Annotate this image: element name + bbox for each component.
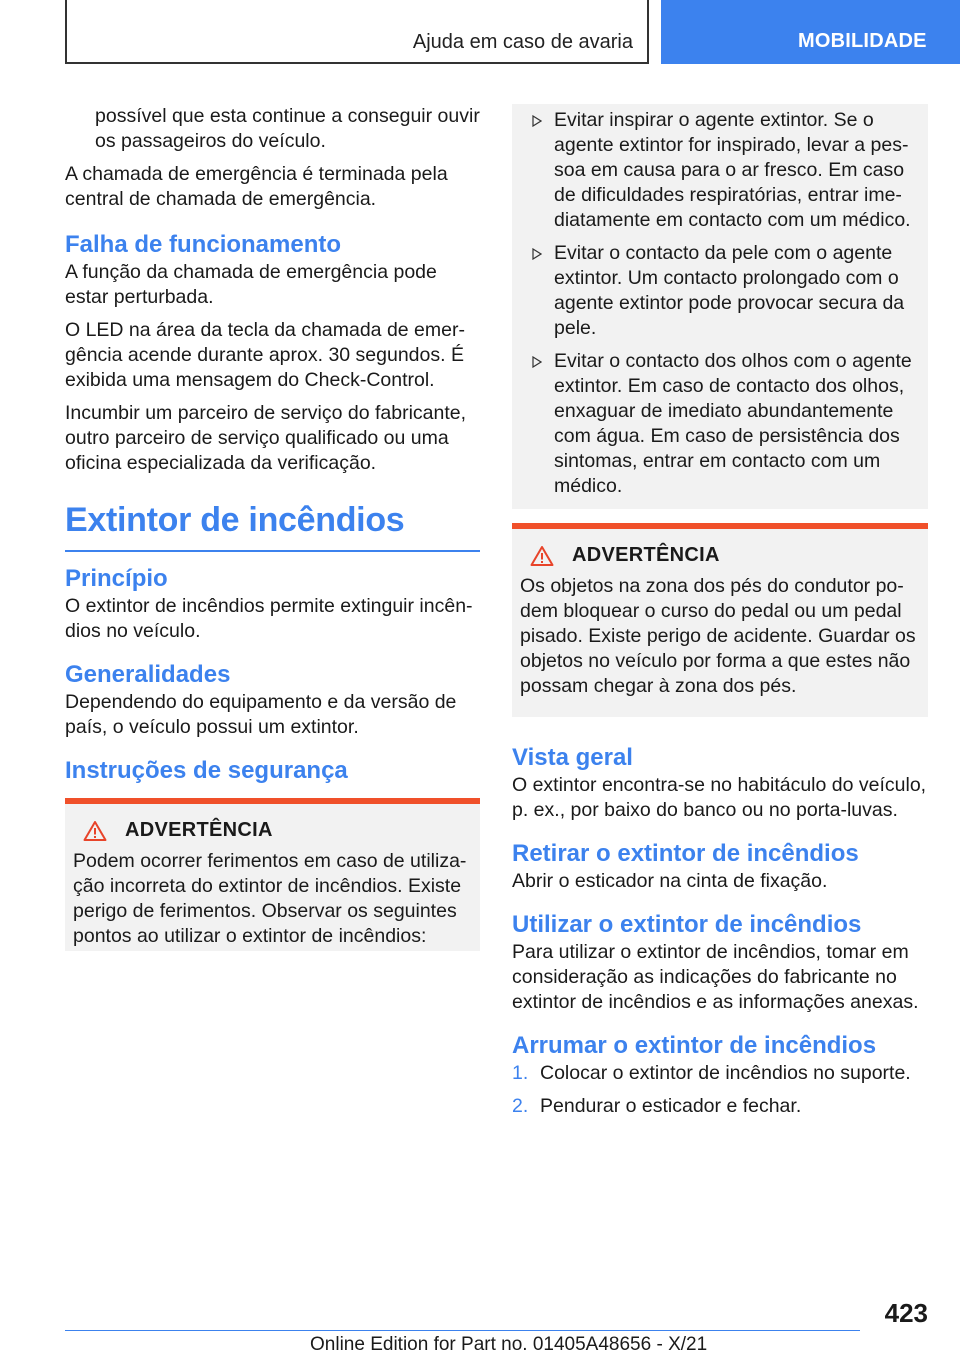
- footer-edition-text: Online Edition for Part no. 01405A48656 - X/21: [310, 1334, 708, 1355]
- paragraph-vista-geral: O extintor encontra-se no habitáculo do veículo, p. ex., por baixo do banco ou no porta-luvas.: [512, 774, 927, 821]
- triangle-bullet-icon: [532, 115, 542, 127]
- heading-falha: Falha de funcionamento: [65, 231, 342, 258]
- heading-extintor: Extintor de incêndios: [65, 501, 405, 539]
- paragraph-utilizar: Para utilizar o extintor de incêndios, tomar em consideração as indicações do fabricante no extintor de incêndios e as informações anexas.: [512, 941, 919, 1013]
- header-chapter-tab[interactable]: [661, 0, 960, 64]
- heading-utilizar: Utilizar o extintor de incêndios: [512, 911, 862, 938]
- list-item-text: Evitar inspirar o agente extintor. Se o agente extintor for inspirado, levar a pessoa em causa para o ar fresco. Em caso de dificuldades respiratórias, entrar imediatamente em contacto com um médico.: [554, 109, 911, 231]
- list-item-text: Evitar o contacto da pele com o agente extintor. Um contacto prolongado com o agente extintor pode provocar secura da pele.: [554, 242, 905, 339]
- paragraph-falha-2: O LED na área da tecla da chamada de emergência acende durante aprox. 30 segundos. É exibida uma mensagem do Check-Control.: [65, 319, 465, 391]
- header-section-title: Ajuda em caso de avaria: [412, 31, 633, 53]
- list-item: [520, 349, 920, 499]
- step-text: Pendurar o esticador e fechar.: [540, 1095, 802, 1117]
- paragraph-call-ended: A chamada de emergência é terminada pela central de chamada de emergência.: [65, 163, 448, 210]
- heading-principio: Princípio: [65, 565, 168, 592]
- step-number: 2.: [512, 1095, 529, 1117]
- step-item: [512, 1094, 928, 1119]
- warning-title: ADVERTÊNCIA: [125, 819, 273, 841]
- warning-triangle-icon: [83, 820, 107, 842]
- heading-vista-geral: Vista geral: [512, 744, 633, 771]
- step-item: [512, 1061, 928, 1086]
- paragraph-principio: O extintor de incêndios permite extinguir incêndios no veículo.: [65, 595, 473, 642]
- heading-instrucoes: Instruções de segurança: [65, 757, 348, 784]
- paragraph-generalidades: Dependendo do equipamento e da versão de país, o veículo possui um extintor.: [65, 691, 457, 738]
- paragraph-falha-1: A função da chamada de emergência pode estar perturbada.: [65, 261, 437, 308]
- heading-rule: [65, 550, 480, 552]
- page-number: 423: [884, 1298, 928, 1328]
- list-item: [520, 241, 920, 341]
- safety-bullet-list: [512, 104, 928, 509]
- header-chapter-title: MOBILIDADE: [798, 30, 927, 52]
- header-section-box: [65, 0, 649, 64]
- list-item: [520, 108, 920, 233]
- warning-title-row: [73, 818, 472, 843]
- warning-box-safety: [65, 798, 480, 951]
- paragraph-falha-3: Incumbir um parceiro de serviço do fabricante, outro parceiro de serviço qualificado ou uma oficina especializada da verificação.: [65, 402, 467, 474]
- warning-text: Podem ocorrer ferimentos em caso de utilização incorreta do extintor de incêndios. Existe perigo de ferimentos. Observar os seguintes pontos ao utilizar o extintor de incêndios:: [73, 850, 467, 947]
- left-column: [65, 104, 480, 951]
- triangle-bullet-icon: [532, 248, 542, 260]
- warning-triangle-icon: [530, 545, 554, 567]
- warning-title: ADVERTÊNCIA: [572, 544, 720, 566]
- footer-edition: [310, 1334, 707, 1356]
- heading-arrumar: Arrumar o extintor de incêndios: [512, 1032, 877, 1059]
- paragraph-retirar: Abrir o esticador na cinta de fixação.: [512, 870, 828, 892]
- warning-box-pedals: [512, 523, 928, 717]
- heading-retirar: Retirar o extintor de incêndios: [512, 840, 859, 867]
- footer-rule: [65, 1330, 860, 1331]
- paragraph-continuation: possível que esta continue a conseguir ouvir os passageiros do veículo.: [95, 105, 480, 152]
- step-number: 1.: [512, 1062, 529, 1084]
- list-item-text: Evitar o contacto dos olhos com o agente extintor. Em caso de contacto dos olhos, enxaguar de imediato abundantemente com água. Em caso de persistência dos sintomas, entrar em contacto com um médico.: [554, 350, 912, 497]
- warning-text: Os objetos na zona dos pés do condutor podem bloquear o curso do pedal ou um pedal pisado. Existe perigo de acidente. Guardar os objetos no veículo por forma a que estes não possam chegar à zona dos pés.: [520, 575, 916, 697]
- triangle-bullet-icon: [532, 356, 542, 368]
- heading-generalidades: Generalidades: [65, 661, 231, 688]
- warning-title-row: [520, 543, 920, 568]
- right-column: [512, 104, 928, 1127]
- step-text: Colocar o extintor de incêndios no suporte.: [540, 1062, 911, 1084]
